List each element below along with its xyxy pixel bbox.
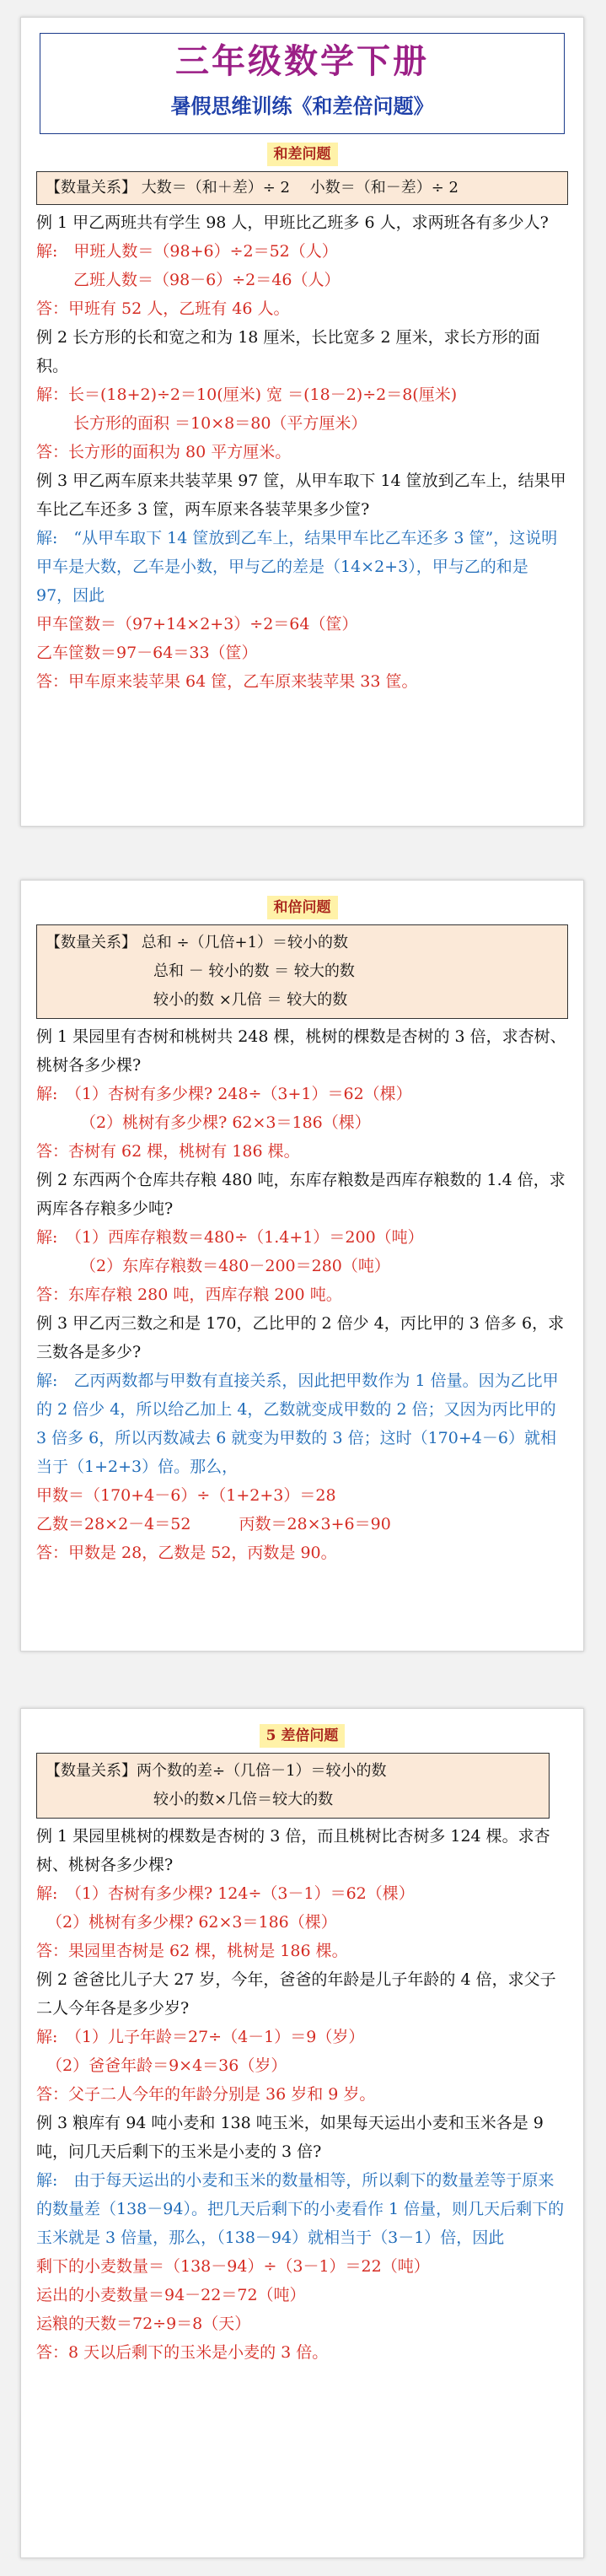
example-3-solution-line: 运出的小麦数量＝94－22＝72（吨） [36, 2286, 306, 2304]
example-3-solution-line: 乙车筐数＝97－64＝33（筐） [36, 644, 258, 662]
relation-line: 【数量关系】 大数＝（和＋差）÷ 2 小数＝（和－差）÷ 2 [46, 179, 459, 197]
section-body [21, 1822, 583, 2367]
example-3-solution-line: 甲数＝（170+4－6）÷（1+2+3）＝28 [36, 1486, 336, 1505]
example-1-answer: 答：果园里杏树是 62 棵，桃树是 186 棵。 [36, 1942, 348, 1960]
example-3-question: 例 3 甲乙丙三数之和是 170，乙比甲的 2 倍少 4，丙比甲的 3 倍多 6，求三数各是多少? [36, 1314, 565, 1361]
relation-box [36, 924, 568, 1019]
card-sum-multiple [20, 880, 584, 1652]
example-3-answer: 答：甲数是 28，乙数是 52，丙数是 90。 [36, 1544, 337, 1562]
page-title: 三年级数学下册 [175, 41, 429, 81]
section-title: 5 差倍问题 [260, 1724, 346, 1748]
section-body [21, 1022, 583, 1567]
example-1-answer: 答：甲班有 52 人，乙班有 46 人。 [36, 299, 290, 318]
example-1-question: 例 1 果园里桃树的棵数是杏树的 3 倍，而且桃树比杏树多 124 棵。求杏树、桃树各多少棵? [36, 1827, 550, 1874]
title-box [40, 33, 565, 134]
relation-box [36, 1753, 550, 1819]
example-3-solution: 解: 乙丙两数都与甲数有直接关系，因此把甲数作为 1 倍量。因为乙比甲的 2 倍少 4，所以给乙加上 4，乙数就变成甲数的 2 倍；又因为丙比甲的 3 倍多 6，所以丙数减去 6 就变为甲数的 3 倍；这时（170+4－6）就相当于（1+2+3）倍。那么， [36, 1372, 559, 1476]
example-1-solution: 解: 甲班人数＝（98+6）÷2＝52（人） [36, 242, 338, 261]
section-title: 和倍问题 [267, 896, 338, 919]
example-2-answer: 答：父子二人今年的年龄分别是 36 岁和 9 岁。 [36, 2085, 376, 2104]
example-1-question: 例 1 甲乙两班共有学生 98 人，甲班比乙班多 6 人，求两班各有多少人? [36, 213, 549, 232]
example-1-solution-line: 乙班人数＝（98－6）÷2＝46（人） [73, 271, 341, 289]
relation-line: 总和 － 较小的数 ＝ 较大的数 [153, 962, 355, 980]
example-1-answer: 答：杏树有 62 棵，桃树有 186 棵。 [36, 1142, 300, 1161]
example-3-solution: 解: “从甲车取下 14 筐放到乙车上，结果甲车比乙车还多 3 筐”，这说明甲车是大数，乙车是小数，甲与乙的差是（14×2+3），甲与乙的和是 97，因此 [36, 529, 558, 605]
example-2-solution: 解: （1）儿子年龄＝27÷（4－1）＝9（岁） [36, 2028, 365, 2046]
example-3-question: 例 3 粮库有 94 吨小麦和 138 吨玉米，如果每天运出小麦和玉米各是 9 吨，问几天后剩下的玉米是小麦的 3 倍? [36, 2114, 544, 2161]
example-2-solution-line: （2）东库存粮数＝480－200＝280（吨） [80, 1257, 390, 1275]
example-1-solution-line: （2）桃树有多少棵? 62×3＝186（棵） [46, 1913, 337, 1932]
example-3-solution-line: 运粮的天数＝72÷9＝8（天） [36, 2315, 251, 2333]
example-2-answer: 答：长方形的面积为 80 平方厘米。 [36, 443, 292, 461]
example-3-solution-line: 乙数＝28×2－4＝52 丙数＝28×3+6＝90 [36, 1515, 391, 1533]
page-subtitle: 暑假思维训练《和差倍问题》 [170, 94, 434, 118]
relation-line: 【数量关系】 总和 ÷（几倍+1）＝较小的数 [46, 934, 349, 951]
example-2-solution-line: （2）爸爸年龄＝9×4＝36（岁） [46, 2056, 287, 2075]
example-2-solution: 解：长＝(18+2)÷2＝10(厘米) 宽 ＝(18－2)÷2＝8(厘米) [36, 385, 458, 404]
example-2-question: 例 2 长方形的长和宽之和为 18 厘米，长比宽多 2 厘米，求长方形的面积。 [36, 328, 540, 375]
relation-line: 较小的数×几倍＝较大的数 [153, 1791, 334, 1808]
example-3-solution-line: 甲车筐数＝（97+14×2+3）÷2＝64（筐） [36, 615, 358, 633]
example-2-question: 例 2 爸爸比儿子大 27 岁，今年，爸爸的年龄是儿子年龄的 4 倍，求父子二人今年各是多少岁? [36, 1970, 556, 2018]
example-3-answer: 答：甲车原来装苹果 64 筐，乙车原来装苹果 33 筐。 [36, 672, 418, 691]
example-3-question: 例 3 甲乙两车原来共装苹果 97 筐，从甲车取下 14 筐放到乙车上，结果甲车比乙车还多 3 筐，两车原来各装苹果多少筐? [36, 472, 566, 519]
example-2-solution-line: 长方形的面积 ＝10×8＝80（平方厘米） [73, 414, 367, 433]
relation-line: 【数量关系】两个数的差÷（几倍－1）＝较小的数 [46, 1762, 387, 1780]
example-1-solution: 解: （1）杏树有多少棵? 248÷（3+1）＝62（棵） [36, 1085, 412, 1103]
example-3-solution-line: 剩下的小麦数量＝（138－94）÷（3－1）＝22（吨） [36, 2257, 430, 2276]
section-title: 和差问题 [267, 143, 338, 166]
example-2-question: 例 2 东西两个仓库共存粮 480 吨，东库存粮数是西库存粮数的 1.4 倍，求两库各存粮多少吨? [36, 1171, 566, 1218]
example-1-solution: 解: （1）杏树有多少棵? 124÷（3－1）＝62（棵） [36, 1884, 415, 1903]
example-1-solution-line: （2）桃树有多少棵? 62×3＝186（棵） [80, 1113, 371, 1132]
relation-line: 较小的数 ×几倍 ＝ 较大的数 [153, 991, 348, 1009]
example-1-question: 例 1 果园里有杏树和桃树共 248 棵，桃树的棵数是杏树的 3 倍，求杏树、桃树各多少棵? [36, 1027, 566, 1075]
section-body [21, 208, 583, 696]
example-3-solution: 解: 由于每天运出的小麦和玉米的数量相等，所以剩下的数量差等于原来的数量差（138－94）。把几天后剩下的小麦看作 1 倍量，则几天后剩下的玉米就是 3 倍量，那么，（138－94）就相当于（3－1）倍，因此 [36, 2171, 565, 2247]
example-3-answer: 答：8 天以后剩下的玉米是小麦的 3 倍。 [36, 2343, 329, 2362]
card-difference-multiple [20, 1708, 584, 2558]
example-2-answer: 答：东库存粮 280 吨，西库存粮 200 吨。 [36, 1285, 342, 1304]
relation-box [36, 171, 568, 205]
card-sum-difference [20, 17, 584, 827]
example-2-solution: 解: （1）西库存粮数＝480÷（1.4+1）＝200（吨） [36, 1228, 424, 1247]
